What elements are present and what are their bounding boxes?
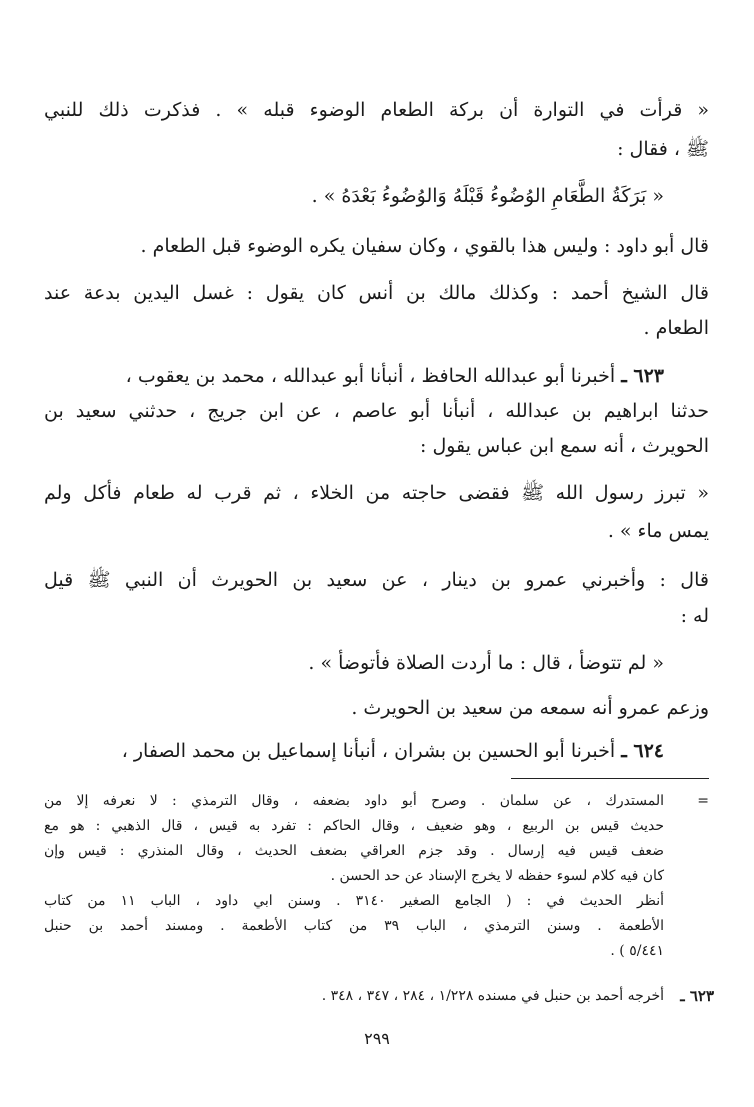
footnote-separator (511, 778, 709, 779)
body-line-10: « تبرز رسول الله ﷺ فقضى حاجته من الخلاء ، ثم قرب له طعام فأكل ولم (44, 482, 709, 504)
hadith-number-624: ٦٢٤ ـ (621, 740, 664, 762)
body-line-11: يمس ماء » . (607, 520, 709, 542)
footnote-line-2: حديث قيس بن الربيع ، وهو ضعيف ، وقال الحاكم : تفرد به قيس ، قال الذهبي : هو مع (44, 818, 664, 834)
body-line-5: قال الشيخ أحمد : وكذلك مالك بن أنس كان يقول : غسل اليدين بدعة عند (44, 282, 709, 304)
body-line-7 (64, 363, 664, 389)
body-line-8: حدثنا ابراهيم بن عبدالله ، أنبأنا أبو عاصم ، عن ابن جريج ، حدثني سعيد بن (44, 400, 709, 422)
page-number: ٢٩٩ (364, 1029, 390, 1048)
body-line-16 (64, 738, 664, 764)
body-line-9: الحويرث ، أنه سمع ابن عباس يقول : (420, 435, 709, 457)
body-line-15: وزعم عمرو أنه سمعه من سعيد بن الحويرث . (351, 697, 709, 719)
hadith-624-line-1: أخبرنا أبو الحسين بن بشران ، أنبأنا إسماعيل بن محمد الصفار ، (121, 740, 616, 762)
body-line-2: ﷺ ، فقال : (617, 138, 709, 160)
body-line-4: قال أبو داود : وليس هذا بالقوي ، وكان سفيان يكره الوضوء قبل الطعام . (140, 235, 709, 257)
hadith-number-623: ٦٢٣ ـ (621, 365, 664, 387)
footnote-line-5: أنظر الحديث في : ( الجامع الصغير ٣١٤٠ . وسنن ابي داود ، الباب ١١ من كتاب (44, 893, 664, 909)
footnote-line-7: ٥/٤٤١ ) . (610, 943, 664, 959)
footnote-continuation-marker: = (697, 793, 709, 809)
body-line-13: له : (680, 605, 709, 627)
body-line-12: قال : وأخبرني عمرو بن دينار ، عن سعيد بن الحويرث أن النبي ﷺ قيل (44, 569, 709, 591)
body-line-3-quote: « بَرَكَةُ الطَّعَامِ الوُضُوءُ قَبْلَهُ وَالوُضُوءُ بَعْدَهُ » . (311, 185, 664, 207)
footnote-line-6: الأطعمة . وسنن الترمذي ، الباب ٣٩ من كتاب الأطعمة . ومسند أحمد بن حنبل (44, 918, 664, 934)
footnote-623-number: ٦٢٣ ـ (680, 987, 714, 1005)
body-line-1: « قرأت في التوارة أن بركة الطعام الوضوء قبله » . فذكرت ذلك للنبي (44, 99, 709, 121)
footnote-line-4: كان فيه كلام لسوء حفظه لا يخرج الإسناد عن حد الحسن . (330, 868, 664, 884)
body-line-6: الطعام . (643, 317, 709, 339)
footnote-line-3: ضعف قيس فيه إرسال . وقد جزم العراقي بضعف الحديث ، وقال المنذري : قيس وإن (44, 843, 664, 859)
hadith-623-line-1: أخبرنا أبو عبدالله الحافظ ، أنبأنا أبو عبدالله ، محمد بن يعقوب ، (125, 365, 616, 387)
footnote-623-text: أخرجه أحمد بن حنبل في مسنده ١/٢٢٨ ، ٢٨٤ ، ٣٤٧ ، ٣٤٨ . (321, 988, 664, 1004)
body-line-14-quote: « لم تتوضأ ، قال : ما أردت الصلاة فأتوضأ » . (308, 652, 664, 674)
scan-speck (56, 280, 61, 284)
footnote-line-1: المستدرك ، عن سلمان . وصرح أبو داود بضعفه ، وقال الترمذي : لا نعرفه إلا من (44, 793, 664, 809)
